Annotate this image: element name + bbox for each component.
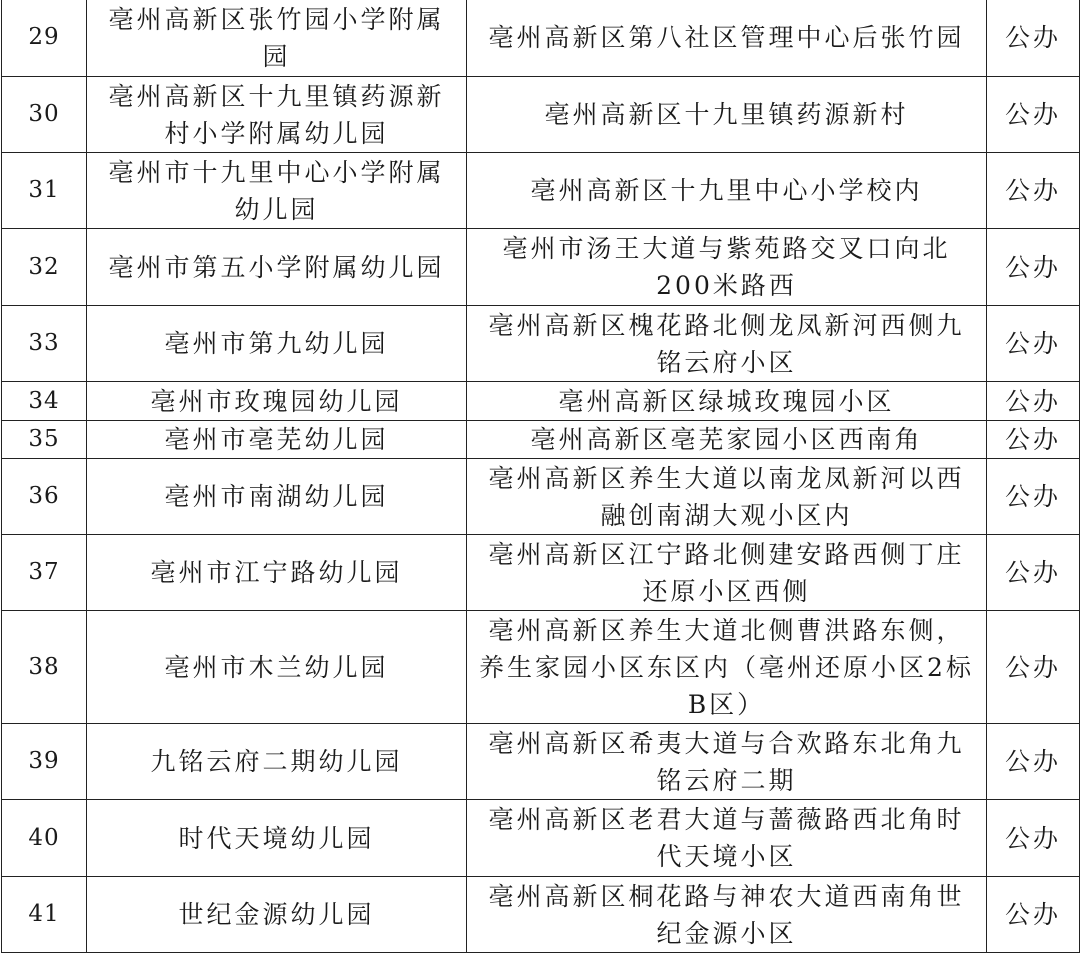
row-number: 33 [2, 306, 87, 382]
school-type: 公办 [987, 611, 1080, 724]
kindergarten-address: 亳州高新区希夷大道与合欢路东北角九铭云府二期 [467, 724, 987, 800]
kindergarten-address: 亳州高新区第八社区管理中心后张竹园 [467, 0, 987, 77]
row-number: 35 [2, 421, 87, 459]
kindergarten-address: 亳州高新区江宁路北侧建安路西侧丁庄还原小区西侧 [467, 535, 987, 611]
school-type: 公办 [987, 421, 1080, 459]
table-row [2, 306, 1080, 382]
school-type: 公办 [987, 535, 1080, 611]
kindergarten-name: 亳州市南湖幼儿园 [87, 459, 467, 535]
table-row [2, 421, 1080, 459]
school-type: 公办 [987, 306, 1080, 382]
table-row [2, 535, 1080, 611]
table-row [2, 382, 1080, 421]
kindergarten-address: 亳州高新区亳芜家园小区西南角 [467, 421, 987, 459]
kindergarten-address: 亳州高新区老君大道与蔷薇路西北角时代天境小区 [467, 800, 987, 877]
school-type: 公办 [987, 0, 1080, 77]
kindergarten-name: 亳州高新区张竹园小学附属园 [87, 0, 467, 77]
school-type: 公办 [987, 800, 1080, 877]
kindergarten-address: 亳州高新区槐花路北侧龙凤新河西侧九铭云府小区 [467, 306, 987, 382]
row-number: 41 [2, 877, 87, 953]
kindergarten-address: 亳州高新区十九里中心小学校内 [467, 153, 987, 229]
table-row [2, 153, 1080, 229]
kindergarten-address: 亳州市汤王大道与紫苑路交叉口向北200米路西 [467, 229, 987, 306]
kindergarten-name: 亳州市木兰幼儿园 [87, 611, 467, 724]
kindergarten-name: 亳州市江宁路幼儿园 [87, 535, 467, 611]
school-type: 公办 [987, 229, 1080, 306]
kindergarten-name: 亳州市亳芜幼儿园 [87, 421, 467, 459]
table-row [2, 611, 1080, 724]
kindergarten-name: 时代天境幼儿园 [87, 800, 467, 877]
kindergarten-name: 亳州市第九幼儿园 [87, 306, 467, 382]
table-row [2, 0, 1080, 77]
table-row [2, 77, 1080, 153]
table-row [2, 724, 1080, 800]
kindergarten-name: 亳州市十九里中心小学附属幼儿园 [87, 153, 467, 229]
kindergarten-address: 亳州高新区养生大道北侧曹洪路东侧，养生家园小区东区内（亳州还原小区2标B区） [467, 611, 987, 724]
kindergarten-address: 亳州高新区绿城玫瑰园小区 [467, 382, 987, 421]
row-number: 30 [2, 77, 87, 153]
table-row [2, 459, 1080, 535]
school-type: 公办 [987, 77, 1080, 153]
kindergarten-name: 亳州市第五小学附属幼儿园 [87, 229, 467, 306]
row-number: 40 [2, 800, 87, 877]
row-number: 31 [2, 153, 87, 229]
school-type: 公办 [987, 382, 1080, 421]
kindergarten-address: 亳州高新区养生大道以南龙凤新河以西融创南湖大观小区内 [467, 459, 987, 535]
kindergarten-name: 亳州市玫瑰园幼儿园 [87, 382, 467, 421]
row-number: 37 [2, 535, 87, 611]
kindergarten-address: 亳州高新区桐花路与神农大道西南角世纪金源小区 [467, 877, 987, 953]
row-number: 29 [2, 0, 87, 77]
table-row [2, 800, 1080, 877]
school-type: 公办 [987, 153, 1080, 229]
kindergarten-table [1, 0, 1080, 953]
school-type: 公办 [987, 877, 1080, 953]
kindergarten-name: 九铭云府二期幼儿园 [87, 724, 467, 800]
kindergarten-address: 亳州高新区十九里镇药源新村 [467, 77, 987, 153]
school-type: 公办 [987, 724, 1080, 800]
row-number: 38 [2, 611, 87, 724]
row-number: 32 [2, 229, 87, 306]
row-number: 39 [2, 724, 87, 800]
kindergarten-name: 亳州高新区十九里镇药源新村小学附属幼儿园 [87, 77, 467, 153]
table-row [2, 229, 1080, 306]
kindergarten-name: 世纪金源幼儿园 [87, 877, 467, 953]
table-row [2, 877, 1080, 953]
school-type: 公办 [987, 459, 1080, 535]
row-number: 34 [2, 382, 87, 421]
row-number: 36 [2, 459, 87, 535]
